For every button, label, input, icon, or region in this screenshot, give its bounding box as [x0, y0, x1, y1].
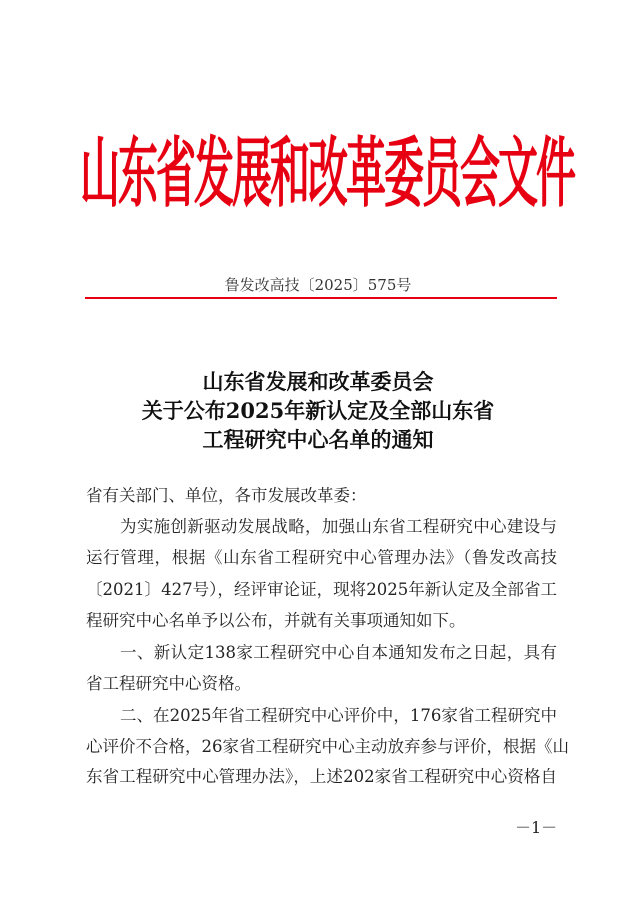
notice-title-line-2: 关于公布2025年新认定及全部山东省 [141, 398, 495, 423]
body-line: 东省工程研究中心管理办法》，上述202家省工程研究中心资格自 [86, 767, 557, 786]
body-line: 为实施创新驱动发展战略，加强山东省工程研究中心建设与 [120, 517, 557, 536]
body-line: 省工程研究中心资格。 [86, 674, 251, 693]
notice-title-line-3: 工程研究中心名单的通知 [202, 427, 434, 452]
body-line: 心评价不合格，26家省工程研究中心主动放弃参与评价，根据《山 [86, 737, 569, 756]
body-line: 程研究中心名单予以公布，并就有关事项通知如下。 [86, 611, 466, 630]
red-divider-line [85, 297, 557, 299]
document-number: 鲁发改高技〔2025〕575号 [224, 276, 412, 294]
page-number: －1－ [515, 818, 558, 837]
body-line: 一、新认定138家工程研究中心自本通知发布之日起，具有 [120, 643, 557, 662]
document-masthead: 山东省发展和改革委员会文件 [80, 131, 574, 219]
salutation: 省有关部门、单位，各市发展改革委： [86, 486, 367, 505]
body-line: 二、在2025年省工程研究中心评价中，176家省工程研究中 [120, 706, 557, 725]
body-line: 〔2021〕427号），经评审论证，现将2025年新认定及全部省工 [86, 580, 557, 599]
notice-title-line-1: 山东省发展和改革委员会 [202, 369, 434, 394]
body-line: 运行管理，根据《山东省工程研究中心管理办法》（鲁发改高技 [86, 548, 557, 567]
